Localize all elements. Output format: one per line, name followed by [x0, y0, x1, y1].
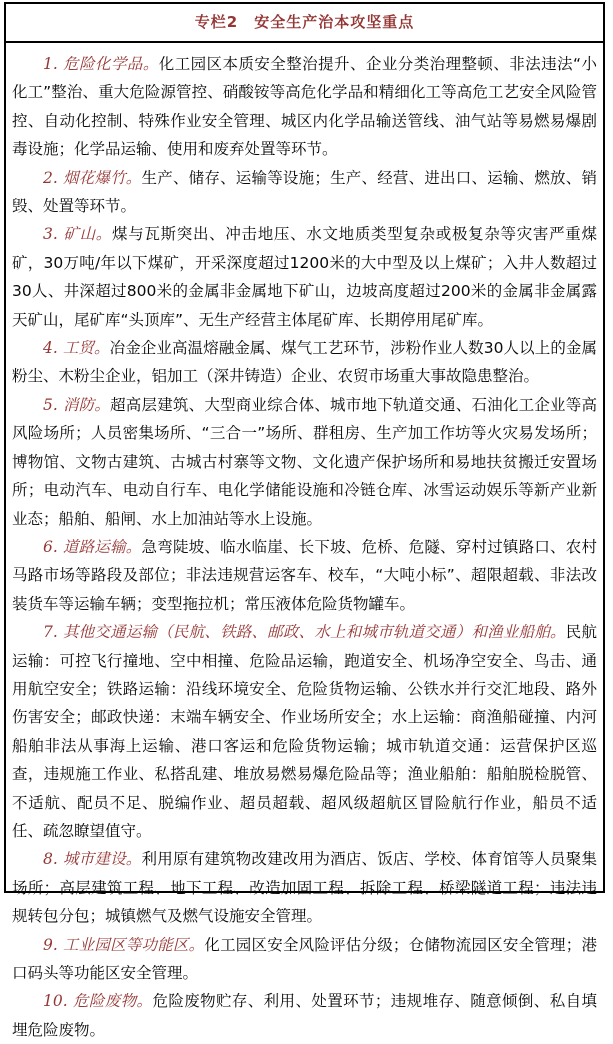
paragraph-text: 煤与瓦斯突出、冲击地压、水文地质类型复杂或极复杂等灾害严重煤矿，30万吨/年以下煤矿，开采深度超过1200米的大中型及以上煤矿；入井人数超过30人、井深超过800米的金属非金属地下矿山，边坡高度超过200米的金属非金属露天矿山，尾矿库“头顶库”、无生产经营主体尾矿库、长期停用尾矿库。 — [12, 225, 597, 329]
paragraph-text: 急弯陡坡、临水临崖、长下坡、危桥、危隧、穿村过镇路口、农村马路市场等路段及部位；非法违规营运客车、校车，“大吨小标”、超限超载、非法改装货车等运输车辆；变型拖拉机；常压液体危险货物罐车。 — [12, 537, 597, 613]
paragraph-number: 7. — [43, 623, 58, 642]
paragraph — [12, 618, 597, 845]
paragraph-number: 6. — [43, 537, 58, 556]
paragraph — [12, 533, 597, 618]
paragraph-number: 1. — [43, 55, 58, 73]
paragraph-topic: 道路运输。 — [62, 537, 142, 556]
paragraph-number: 3. — [43, 225, 58, 244]
paragraph-topic: 工贸。 — [62, 339, 110, 358]
paragraph-topic: 其他交通运输（民航、铁路、邮政、水上和城市轨道交通）和渔业船舶。 — [62, 623, 566, 642]
paragraph-topic: 消防。 — [62, 395, 111, 414]
paragraph-topic: 烟花爆竹。 — [62, 168, 142, 187]
paragraph — [12, 50, 597, 164]
paragraph-text: 民航运输：可控飞行撞地、空中相撞、危险品运输，跑道安全、机场净空安全、鸟击、通用航空安全；铁路运输：沿线环境安全、危险货物运输、公铁水并行交汇地段、路外伤害安全；邮政快递：末端车辆安全、作业场所安全；水上运输：商渔船碰撞、内河船舶非法从事海上运输、港口客运和危险货物运输；城市轨道交通：运营保护区巡查，违规施工作业、私搭乱建、堆放易燃易爆危险品等；渔业船舶：船舶脱检脱管、不适航、配员不足、脱编作业、超员超载、超风级超航区冒险航行作业，船员不适任、疏忽瞭望值守。 — [12, 623, 597, 840]
paragraph-topic: 矿山。 — [63, 225, 112, 244]
paragraph-text: 利用原有建筑物改建改用为酒店、饭店、学校、体育馆等人员聚集场所；高层建筑工程、地下工程、改造加固工程、拆除工程、桥梁隧道工程；违法违规转包分包；城镇燃气及燃气设施安全管理。 — [12, 850, 597, 926]
paragraph-text: 化工园区安全风险评估分级；仓储物流园区安全管理；港口码头等功能区安全管理。 — [12, 935, 597, 982]
paragraph-text: 生产、储存、运输等设施；生产、经营、进出口、运输、燃放、销毁、处置等环节。 — [12, 168, 597, 216]
paragraph — [12, 931, 597, 988]
paragraph-number: 5. — [43, 395, 58, 414]
paragraph-number: 8. — [43, 850, 58, 869]
paragraph-topic: 城市建设。 — [62, 850, 142, 869]
paragraph-topic: 危险废物。 — [72, 992, 153, 1011]
paragraph — [12, 334, 597, 391]
paragraph-text: 冶金企业高温熔融金属、煤气工艺环节，涉粉作业人数30人以上的金属粉尘、木粉尘企业，铝加工（深井铸造）企业、农贸市场重大事故隐患整治。 — [12, 339, 597, 386]
paragraph-text: 危险废物贮存、利用、处置环节；违规堆存、随意倾倒、私自填埋危险废物。 — [12, 992, 597, 1039]
panel-body — [6, 43, 603, 1044]
paragraph-topic: 工业园区等功能区。 — [62, 935, 205, 954]
paragraph-number: 9. — [43, 935, 58, 954]
paragraph-number: 2. — [43, 168, 58, 187]
paragraph — [12, 220, 597, 334]
paragraph — [12, 391, 597, 533]
column-box — [4, 2, 605, 1039]
paragraph-topic: 危险化学品。 — [63, 55, 159, 73]
paragraph-text: 超高层建筑、大型商业综合体、城市地下轨道交通、石油化工企业等高风险场所；人员密集场所、“三合一”场所、群租房、生产加工作坊等火灾易发场所；博物馆、文物古建筑、古城古村寨等文物、文化遗产保护场所和易地扶贫搬迁安置场所；电动汽车、电动自行车、电化学储能设施和冷链仓库、冰雪运动娱乐等新产业新业态；船舶、船闸、水上加油站等水上设施。 — [12, 395, 597, 528]
panel-title: 专栏2 安全生产治本攻坚重点 — [6, 4, 603, 43]
paragraph-number: 4. — [43, 339, 58, 358]
paragraph-text: 化工园区本质安全整治提升、企业分类治理整顿、非法违法“小化工”整治、重大危险源管控、硝酸铵等高危化学品和精细化工等高危工艺安全风险管控、自动化控制、特殊作业安全管理、城区内化学品输送管线、油气站等易燃易爆剧毒设施；化学品运输、使用和废弃处置等环节。 — [12, 55, 597, 159]
paragraph — [12, 987, 597, 1044]
paragraph — [12, 164, 597, 221]
paragraph-number: 10. — [43, 992, 68, 1011]
paragraph — [12, 845, 597, 930]
